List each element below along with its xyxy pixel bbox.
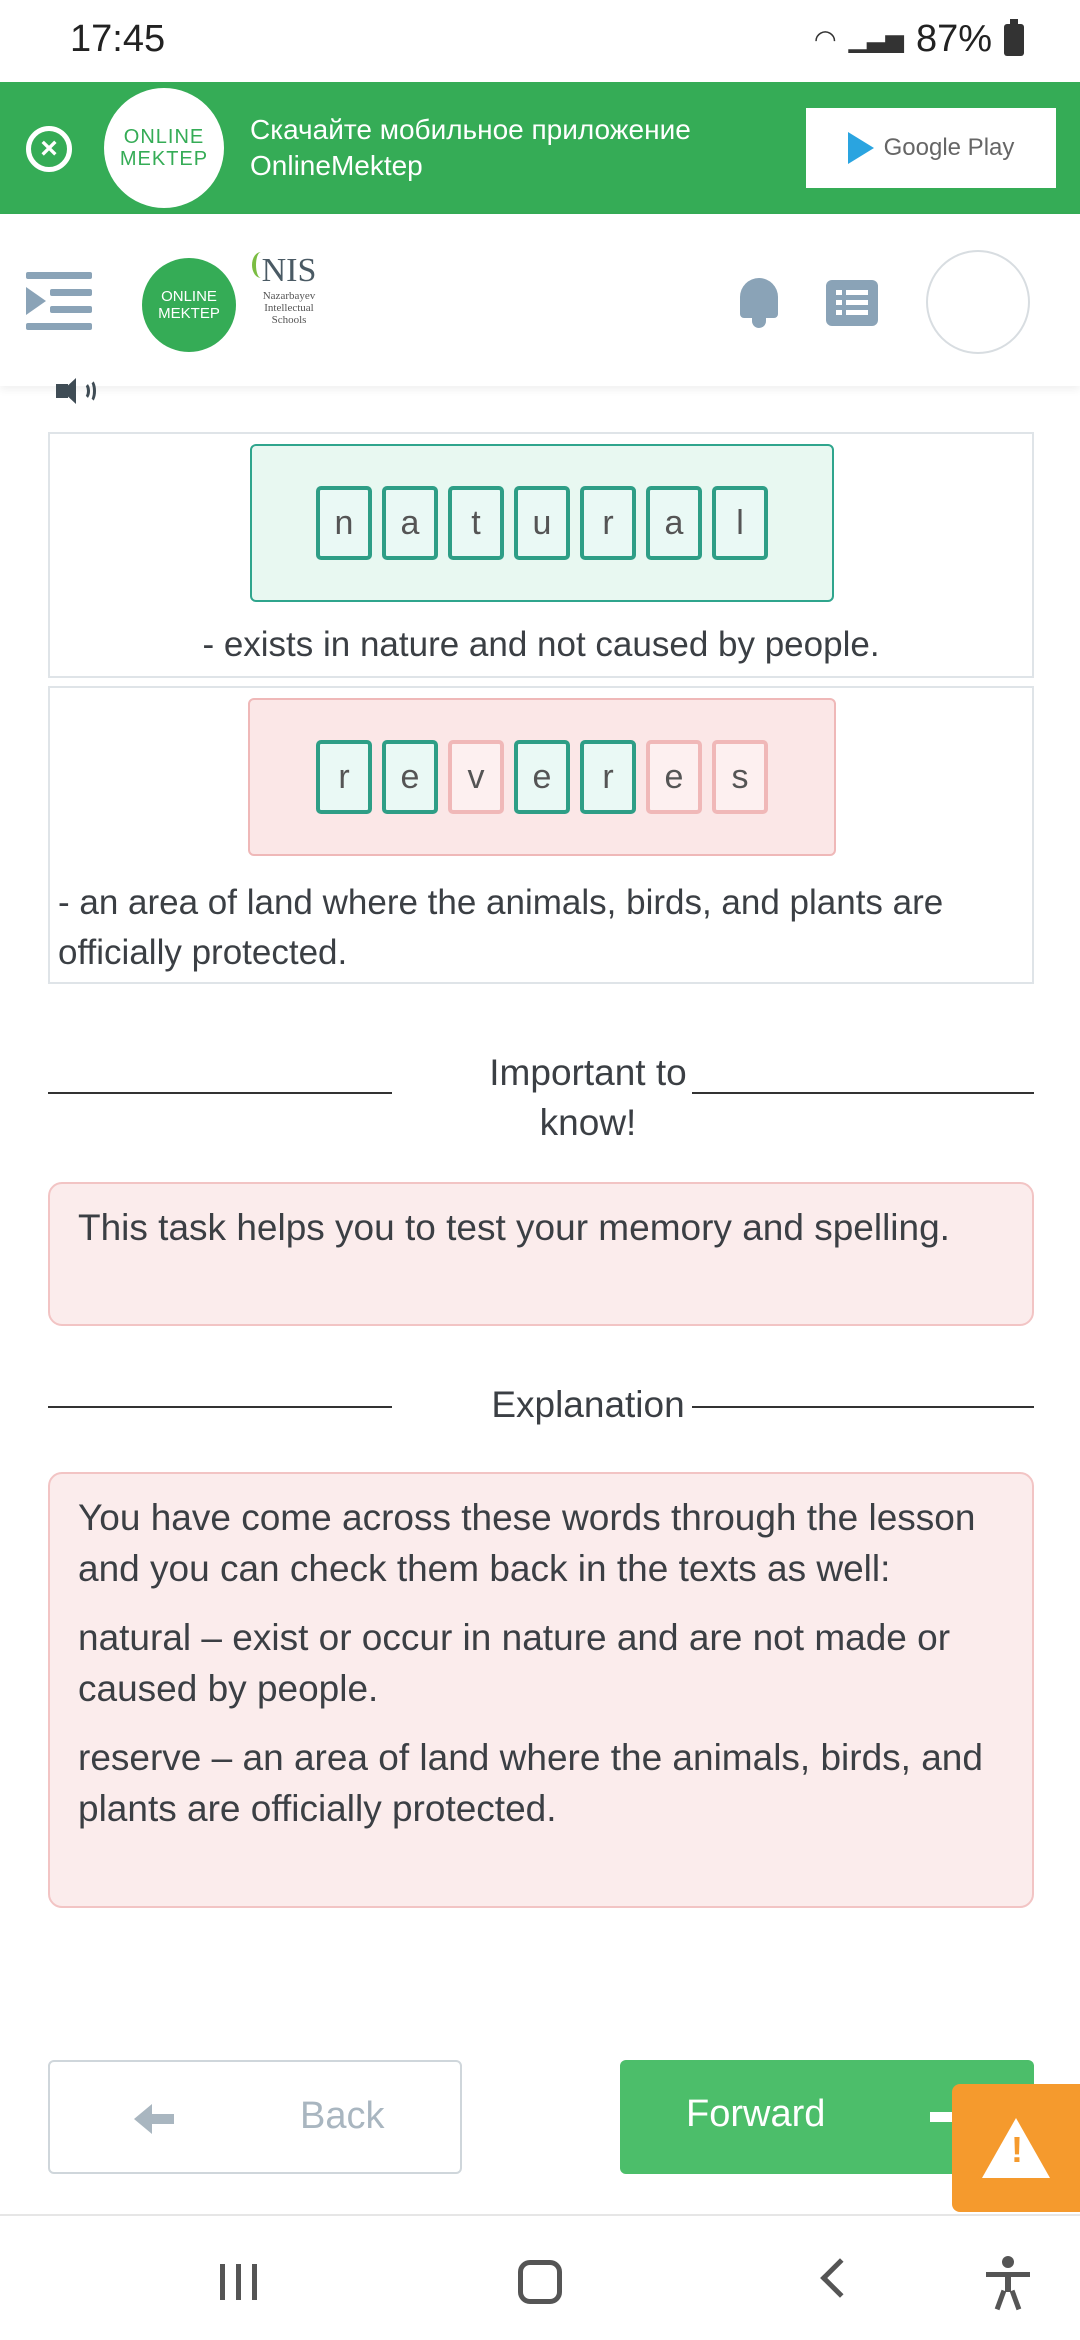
explanation-title: Explanation [491, 1384, 685, 1425]
promo-text: Скачайте мобильное приложение OnlineMektep [250, 114, 691, 181]
google-play-label: Google Play [883, 134, 1015, 161]
word-definition: - an area of land where the animals, birds, and plants are officially protected. [58, 883, 944, 972]
home-icon[interactable] [518, 2260, 562, 2304]
word-definition: - exists in nature and not caused by people. [202, 625, 880, 664]
system-nav-bar [0, 2214, 1080, 2340]
letter-tile[interactable]: r [580, 740, 636, 814]
letter-tile[interactable]: a [382, 486, 438, 560]
arrow-left-icon [134, 2104, 174, 2134]
word-card [48, 432, 1034, 678]
status-icons [814, 18, 1024, 61]
forward-label: Forward [686, 2093, 826, 2135]
task-list-icon[interactable] [826, 280, 878, 326]
status-time: 17:45 [70, 18, 166, 60]
report-problem-button[interactable] [952, 2084, 1080, 2212]
letter-tile[interactable]: s [712, 740, 768, 814]
letter-tile[interactable]: v [448, 740, 504, 814]
battery-icon [1004, 24, 1024, 56]
letter-tile[interactable]: e [514, 740, 570, 814]
letter-tile[interactable]: r [580, 486, 636, 560]
letter-tile[interactable]: e [382, 740, 438, 814]
onlinemektep-logo: ONLINE MEKTEP [104, 88, 224, 208]
back-label: Back [300, 2095, 385, 2137]
important-note: This task helps you to test your memory and spelling. [48, 1182, 1034, 1326]
accessibility-icon[interactable] [986, 2256, 1030, 2308]
recent-apps-icon[interactable] [220, 2264, 260, 2300]
word-letters [250, 444, 834, 602]
important-title: Important to know! [489, 1052, 687, 1143]
status-bar [0, 0, 1080, 82]
onlinemektep-logo[interactable]: ONLINE MEKTEP [142, 258, 236, 352]
letter-tile[interactable]: a [646, 486, 702, 560]
warning-icon: ! [982, 2118, 1050, 2178]
app-header [0, 214, 1080, 386]
explanation-paragraph: natural – exist or occur in nature and are not made or caused by people. [78, 1617, 951, 1709]
word-letters [248, 698, 836, 856]
explanation-paragraph: reserve – an area of land where the animals, birds, and plants are officially protected. [78, 1737, 983, 1829]
user-avatar[interactable] [926, 250, 1030, 354]
word-card [48, 686, 1034, 984]
letter-tile[interactable]: l [712, 486, 768, 560]
explanation-paragraph: You have come across these words through the lesson and you can check them back in the texts as well: [78, 1497, 976, 1589]
google-play-button[interactable] [806, 108, 1056, 188]
system-back-icon[interactable] [820, 2258, 860, 2298]
explanation-box [48, 1472, 1034, 1908]
letter-tile[interactable]: t [448, 486, 504, 560]
signal-icon: ▁▃▅ [848, 26, 904, 53]
battery-percent: 87% [915, 18, 992, 60]
letter-tile[interactable]: e [646, 740, 702, 814]
close-banner-icon[interactable]: × [26, 126, 72, 172]
nis-logo: NIS Nazarbayev Intellectual Schools [244, 252, 334, 362]
wifi-icon: ◠ [813, 24, 837, 54]
speaker-icon[interactable] [56, 378, 96, 404]
back-button[interactable] [48, 2060, 462, 2174]
menu-toggle-icon[interactable] [26, 272, 92, 332]
letter-tile[interactable]: r [316, 740, 372, 814]
letter-tile[interactable]: n [316, 486, 372, 560]
app-promo-banner [0, 82, 1080, 214]
letter-tile[interactable]: u [514, 486, 570, 560]
notifications-bell-icon[interactable] [736, 274, 782, 330]
google-play-icon [848, 132, 874, 164]
